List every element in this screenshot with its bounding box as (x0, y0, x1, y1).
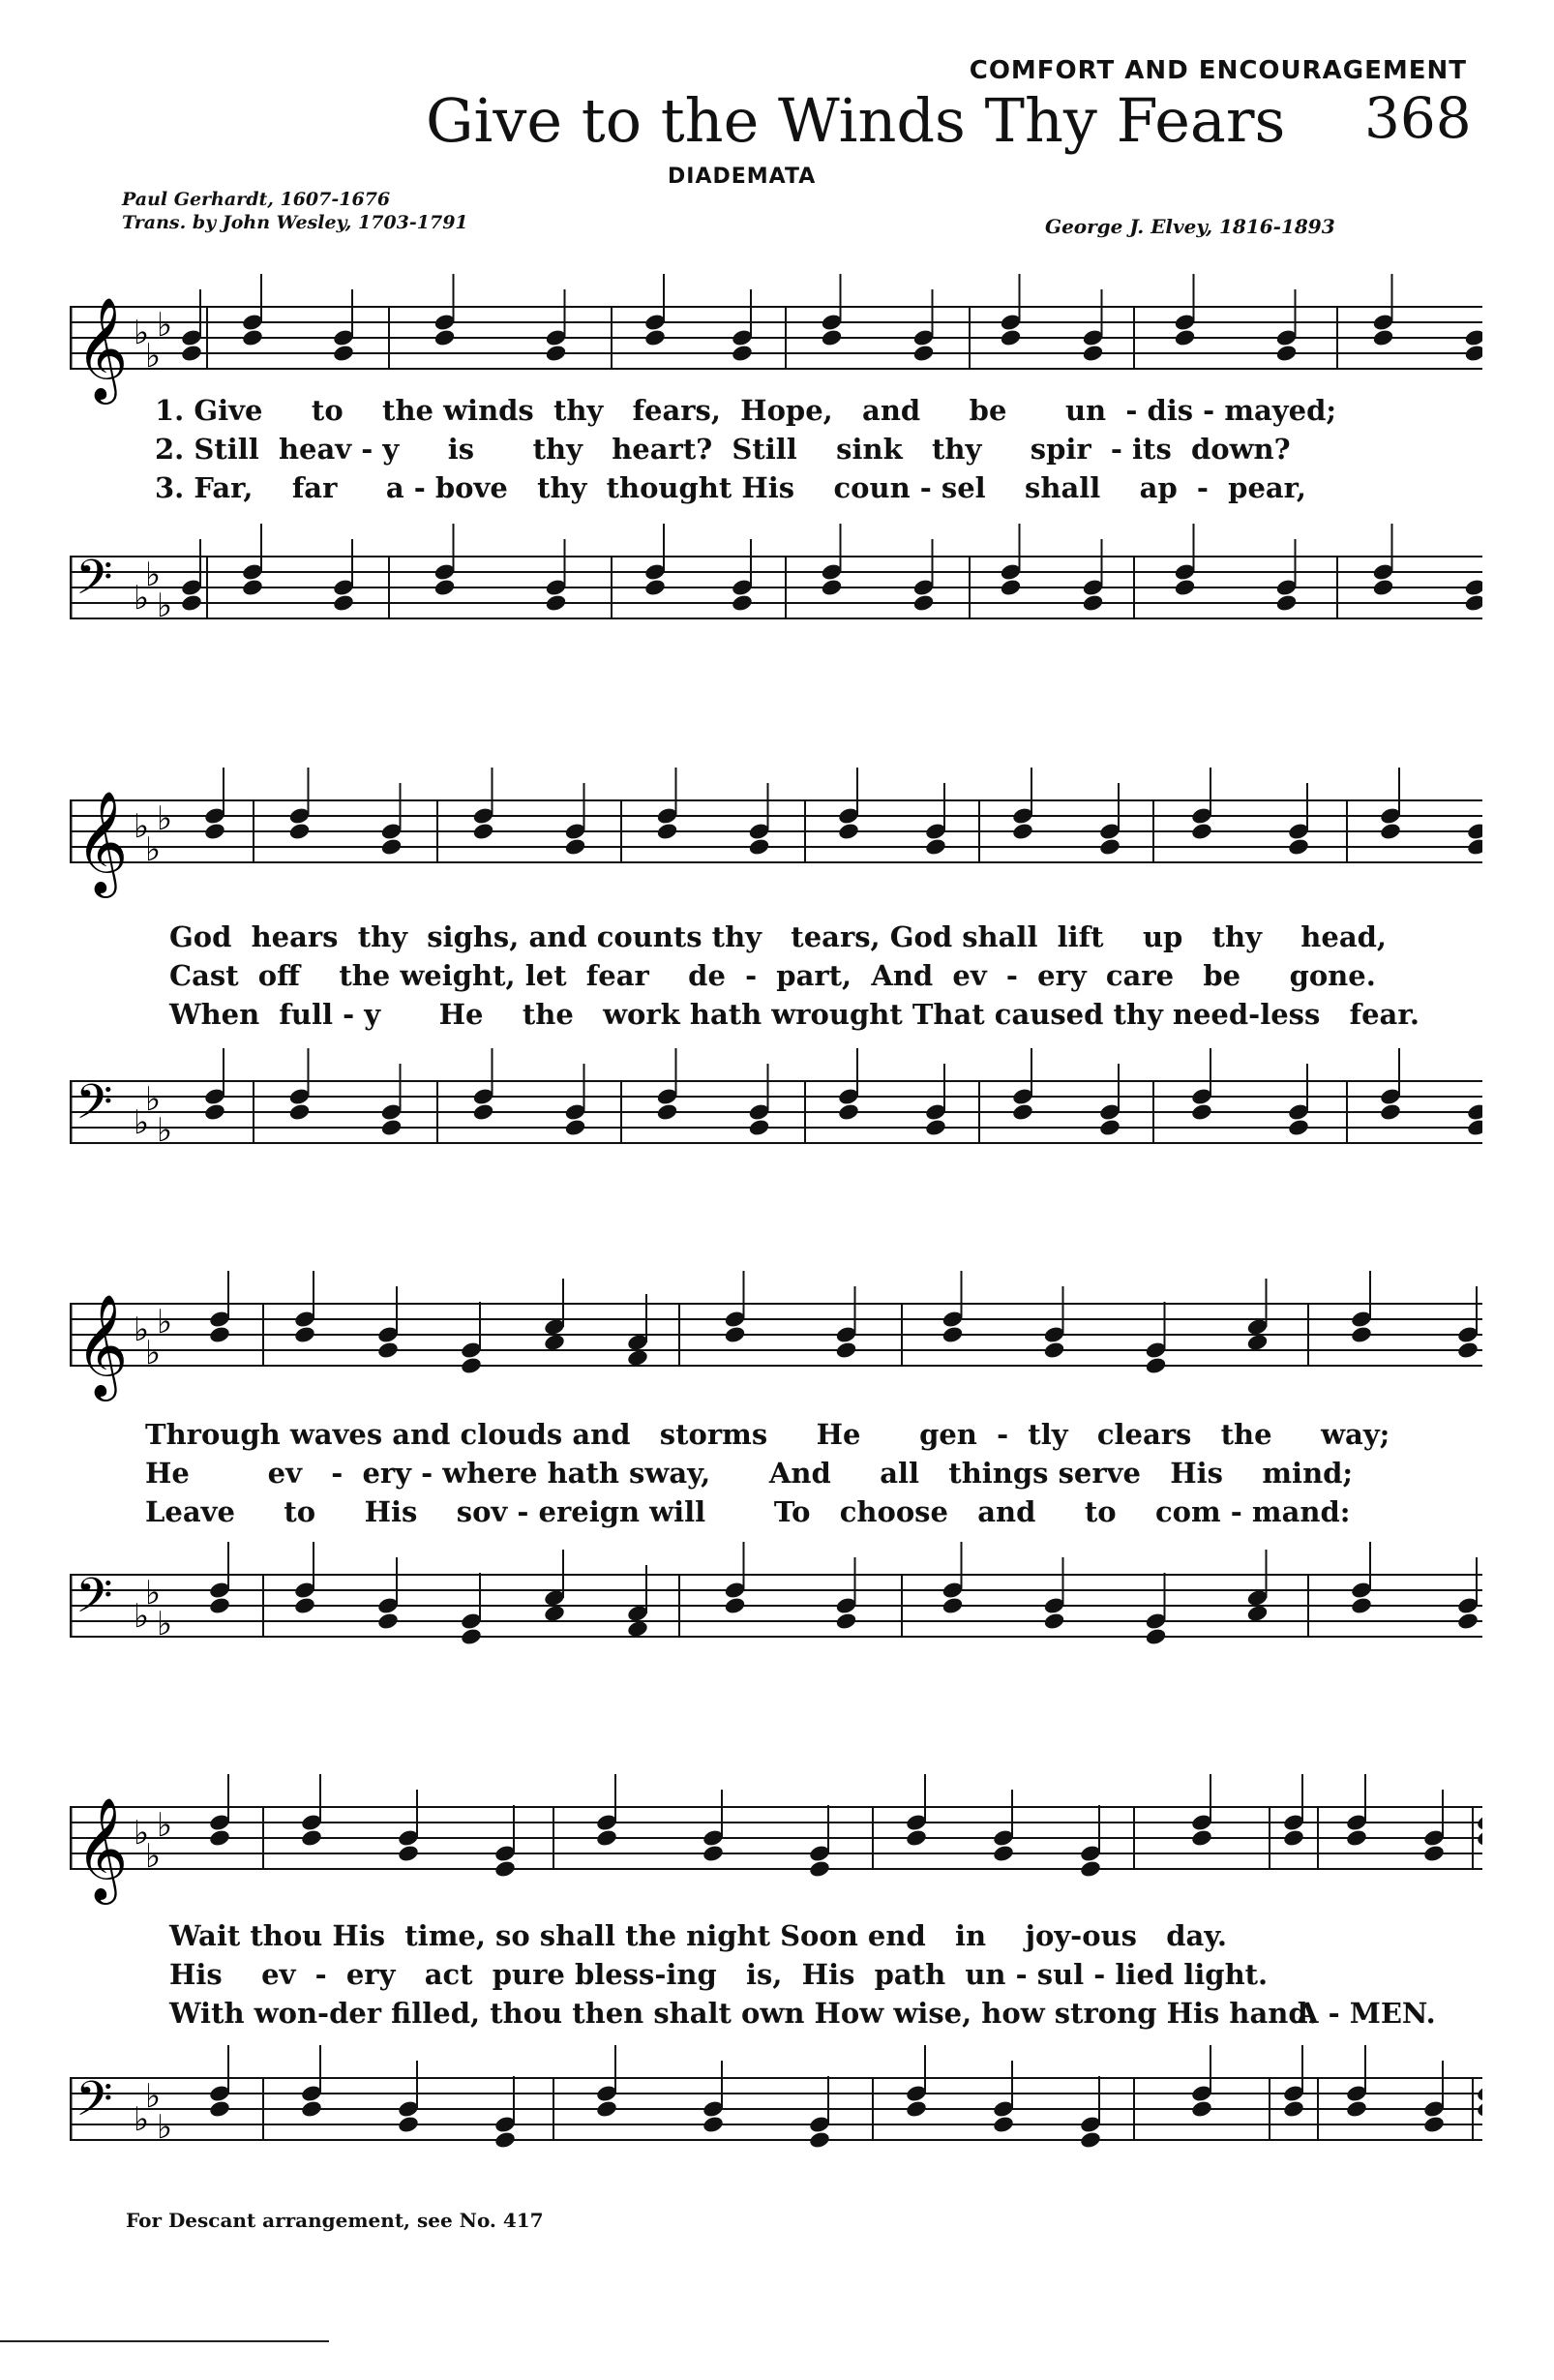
svg-text:♭: ♭ (145, 556, 162, 594)
svg-text:𝄢: 𝄢 (75, 2071, 113, 2139)
svg-text:♭: ♭ (134, 1103, 150, 1142)
system-1-treble-staff (70, 273, 1482, 408)
tune-name: DIADEMATA (668, 165, 817, 189)
bass-staff-svg (70, 2044, 1482, 2189)
bass-staff-svg (70, 1047, 1482, 1192)
svg-text:♭: ♭ (157, 1806, 173, 1845)
svg-text:♭: ♭ (145, 1837, 162, 1876)
treble-staff-svg (70, 1773, 1482, 1909)
system-1-lyric-line-3: 3. Far, far a - bove thy thought His coun - sel shall ap - pear, (155, 471, 1306, 504)
system-2-lyric-line-1: God hears thy sighs, and counts thy tears, God shall lift up thy head, (169, 920, 1388, 953)
system-2-lyric-line-3: When full - y He the work hath wrought That caused thy need-less fear. (169, 998, 1420, 1031)
svg-text:♭: ♭ (157, 2108, 173, 2147)
system-2-treble-staff (70, 767, 1482, 902)
translator-credit: Trans. by John Wesley, 1703-1791 (122, 212, 468, 233)
system-4-lyric-line-2: His ev - ery act pure bless-ing is, His path un - sul - lied light. (169, 1958, 1269, 1991)
system-4-bass-staff (70, 2044, 1482, 2189)
svg-text:♭: ♭ (134, 579, 150, 618)
system-4-lyric-line-1: Wait thou His time, so shall the night Soon end in joy-ous day. (169, 1919, 1227, 1952)
system-3-treble-staff (70, 1270, 1482, 1405)
hymn-title: Give to the Winds Thy Fears (426, 85, 1286, 156)
system-4-treble-staff (70, 1773, 1482, 1909)
svg-text:♭: ♭ (145, 1574, 162, 1612)
svg-text:♭: ♭ (145, 337, 162, 376)
treble-staff-svg (70, 273, 1482, 408)
svg-text:♭: ♭ (157, 1111, 173, 1150)
system-1-lyric-line-1: 1. Give to the winds thy fears, Hope, and be un - dis - mayed; (155, 394, 1337, 427)
svg-text:♭: ♭ (134, 807, 150, 846)
system-3-bass-staff (70, 1541, 1482, 1686)
section-category: COMFORT AND ENCOURAGEMENT (969, 56, 1467, 85)
system-3-lyric-line-3: Leave to His sov - ereign will To choose and to com - mand: (145, 1495, 1351, 1528)
svg-text:♭: ♭ (157, 587, 173, 625)
svg-text:𝄢: 𝄢 (75, 1074, 113, 1142)
svg-text:♭: ♭ (145, 1080, 162, 1119)
descant-footnote: For Descant arrangement, see No. 417 (126, 2209, 544, 2232)
svg-text:𝄞: 𝄞 (75, 790, 129, 893)
system-1-bass-staff (70, 523, 1482, 668)
system-1-lyric-line-2: 2. Still heav - y is thy heart? Still sink thy spir - its down? (155, 433, 1291, 466)
svg-text:♭: ♭ (145, 1334, 162, 1372)
svg-text:♭: ♭ (145, 830, 162, 869)
svg-text:♭: ♭ (134, 2100, 150, 2139)
bass-staff-svg (70, 523, 1482, 668)
system-4-lyric-line-3: With won-der filled, thou then shalt own How wise, how strong His hand. (169, 1997, 1318, 2030)
treble-staff-svg (70, 767, 1482, 902)
svg-text:♭: ♭ (134, 1814, 150, 1853)
author-credit: Paul Gerhardt, 1607-1676 (122, 189, 391, 210)
svg-text:♭: ♭ (157, 1303, 173, 1341)
hymn-number: 368 (1364, 85, 1472, 151)
svg-text:𝄞: 𝄞 (75, 296, 129, 400)
svg-text:♭: ♭ (157, 1605, 173, 1643)
svg-text:♭: ♭ (134, 1597, 150, 1636)
amen-text: A - MEN. (1297, 1997, 1436, 2030)
bass-staff-svg (70, 1541, 1482, 1686)
svg-text:♭: ♭ (134, 1311, 150, 1349)
svg-text:𝄞: 𝄞 (75, 1293, 129, 1397)
svg-text:𝄞: 𝄞 (75, 1796, 129, 1900)
svg-text:♭: ♭ (134, 314, 150, 352)
system-2-bass-staff (70, 1047, 1482, 1192)
composer-credit: George J. Elvey, 1816-1893 (1045, 215, 1335, 238)
svg-text:𝄢: 𝄢 (75, 1568, 113, 1636)
svg-text:♭: ♭ (157, 799, 173, 838)
svg-text:♭: ♭ (157, 306, 173, 345)
system-3-lyric-line-2: He ev - ery - where hath sway, And all things serve His mind; (145, 1457, 1354, 1490)
page-rule (0, 2340, 329, 2342)
svg-text:♭: ♭ (145, 2077, 162, 2116)
system-3-lyric-line-1: Through waves and clouds and storms He gen - tly clears the way; (145, 1418, 1390, 1451)
system-2-lyric-line-2: Cast off the weight, let fear de - part, And ev - ery care be gone. (169, 959, 1376, 992)
treble-staff-svg (70, 1270, 1482, 1405)
svg-text:𝄢: 𝄢 (75, 550, 113, 618)
